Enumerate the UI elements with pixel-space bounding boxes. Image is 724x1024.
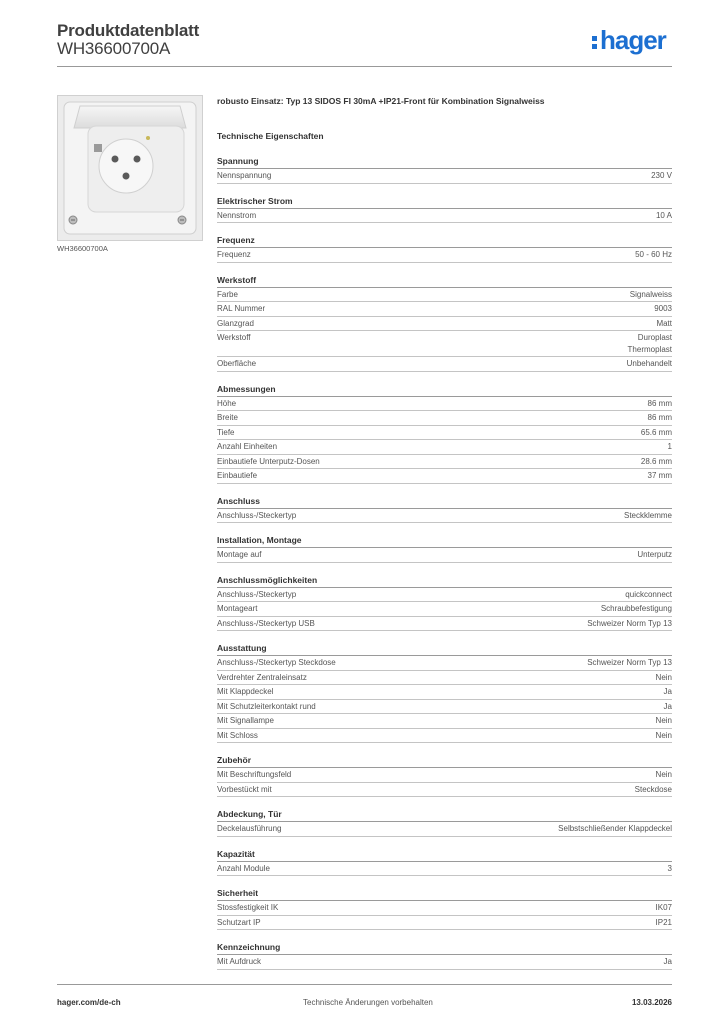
spec-row [217,440,672,455]
spec-group [217,887,672,930]
spec-value: IK07 [655,903,672,912]
spec-label: Werkstoff [217,333,251,342]
spec-group [217,534,672,563]
spec-group [217,195,672,224]
socket-illustration-icon [58,96,202,240]
spec-label: Mit Schutzleiterkontakt rund [217,701,316,711]
spec-row [217,411,672,426]
spec-value: 3 [667,863,672,873]
spec-value: Signalweiss [629,289,672,299]
image-caption: WH36600700A [57,244,108,253]
footer-notice: Technische Änderungen vorbehalten [303,998,433,1007]
spec-label: Farbe [217,289,238,299]
spec-group [217,383,672,484]
spec-label: Stossfestigkeit IK [217,903,279,912]
spec-value: Nein [655,770,672,779]
spec-row [217,955,672,970]
spec-value: Schweizer Norm Typ 13 [587,618,672,628]
spec-label: Verdrehter Zentraleinsatz [217,672,307,682]
spec-label: Oberfläche [217,359,257,368]
product-image [57,95,203,241]
spec-value: quickconnect [625,589,672,599]
spec-row [217,455,672,470]
spec-row [217,714,672,729]
spec-label: Anzahl Einheiten [217,442,278,451]
footer-divider [57,984,672,985]
spec-row [217,783,672,798]
spec-value: Unbehandelt [626,359,672,368]
spec-group-title: Sicherheit [217,887,672,901]
spec-label: Montageart [217,604,258,613]
spec-row [217,426,672,441]
spec-group-title: Abmessungen [217,383,672,397]
spec-value: 86 mm [647,398,672,408]
spec-row [217,302,672,317]
spec-row [217,656,672,671]
spec-label: RAL Nummer [217,304,266,313]
spec-value: 10 A [655,210,672,220]
spec-label: Mit Aufdruck [217,957,262,966]
spec-group-title: Spannung [217,155,672,169]
spec-value: IP21 [655,917,672,927]
spec-value: Steckdose [634,784,672,794]
spec-label: Mit Klappdeckel [217,687,274,696]
spec-value: Selbstschließender Klappdeckel [558,824,672,833]
spec-value: 1 [667,442,672,451]
spec-group [217,495,672,524]
spec-group-title: Anschluss [217,495,672,509]
spec-value: 9003 [654,304,672,313]
spec-row [217,397,672,412]
logo-text: hager [600,25,666,55]
spec-label: Tiefe [217,427,235,437]
spec-value: Nein [655,730,672,740]
spec-value: 28.6 mm [640,456,672,466]
spec-group-title: Kennzeichnung [217,941,672,955]
spec-row [217,700,672,715]
spec-group [217,642,672,743]
spec-label: Montage auf [217,550,262,559]
spec-label: Mit Signallampe [217,716,274,725]
spec-group-title: Anschlussmöglichkeiten [217,574,672,588]
spec-group-title: Abdeckung, Tür [217,808,672,822]
spec-label: Nennspannung [217,171,272,180]
spec-label: Glanzgrad [217,318,254,328]
page-title: Produktdatenblatt [57,21,200,40]
spec-group-title: Installation, Montage [217,534,672,548]
spec-row [217,916,672,931]
spec-group-title: Zubehör [217,754,672,768]
spec-row [217,357,672,372]
footer-date: 13.03.2026 [631,998,672,1007]
spec-value: Duroplast Thermoplast [627,333,672,354]
spec-row [217,602,672,617]
spec-value: Ja [663,701,672,711]
spec-value: Nein [655,672,672,682]
spec-label: Deckelausführung [217,824,282,833]
spec-label: Mit Beschriftungsfeld [217,770,292,779]
spec-group [217,808,672,837]
spec-row [217,685,672,700]
logo-dots-icon [592,32,598,50]
spec-row [217,509,672,524]
spec-value: 50 - 60 Hz [635,250,672,259]
spec-value: Nein [655,716,672,725]
specs-table [217,155,672,981]
spec-row [217,729,672,744]
spec-group [217,234,672,263]
spec-label: Anschluss-/Steckertyp [217,510,297,520]
spec-row [217,169,672,184]
spec-label: Breite [217,413,238,422]
header-divider [57,66,672,67]
spec-label: Einbautiefe [217,471,258,480]
spec-row [217,209,672,224]
spec-label: Vorbestückt mit [217,784,272,794]
spec-row [217,248,672,263]
spec-label: Frequenz [217,250,251,259]
spec-label: Anschluss-/Steckertyp [217,589,297,599]
spec-group-title: Frequenz [217,234,672,248]
spec-label: Nennstrom [217,210,257,220]
spec-row [217,822,672,837]
tech-section-title: Technische Eigenschaften [217,131,324,141]
spec-label: Höhe [217,398,237,408]
spec-group-title: Ausstattung [217,642,672,656]
spec-value: 230 V [651,171,672,180]
spec-value: Schweizer Norm Typ 13 [587,658,672,667]
spec-group [217,848,672,877]
spec-group [217,574,672,632]
spec-group [217,274,672,372]
spec-row [217,288,672,303]
spec-row [217,588,672,603]
spec-group [217,941,672,970]
spec-row [217,548,672,563]
spec-value: Ja [663,687,672,696]
spec-label: Schutzart IP [217,917,261,927]
spec-value: Schraubbefestigung [600,604,672,613]
spec-group [217,155,672,184]
spec-row [217,768,672,783]
hager-logo [592,27,666,53]
spec-group-title: Kapazität [217,848,672,862]
product-description: robusto Einsatz: Typ 13 SIDOS FI 30mA +IP21-Front für Kombination Signalweiss [217,96,545,106]
spec-label: Einbautiefe Unterputz-Dosen [217,456,320,466]
spec-row [217,862,672,877]
spec-row [217,617,672,632]
spec-row [217,671,672,686]
spec-value: Unterputz [637,550,672,559]
spec-value: Ja [663,957,672,966]
spec-row [217,469,672,484]
spec-value: 86 mm [647,413,672,422]
spec-value: Steckklemme [623,510,672,520]
spec-value: 65.6 mm [640,427,672,437]
footer-website: hager.com/de-ch [57,998,121,1007]
spec-label: Anschluss-/Steckertyp Steckdose [217,658,336,667]
spec-row [217,901,672,916]
spec-group-title: Elektrischer Strom [217,195,672,209]
spec-group-title: Werkstoff [217,274,672,288]
spec-label: Anschluss-/Steckertyp USB [217,618,315,628]
product-number: WH36600700A [57,39,171,58]
spec-group [217,754,672,797]
spec-label: Mit Schloss [217,730,258,740]
spec-value: 37 mm [647,471,672,480]
spec-row [217,317,672,332]
spec-label: Anzahl Module [217,863,270,873]
spec-value: Matt [656,318,672,328]
spec-row [217,331,672,357]
